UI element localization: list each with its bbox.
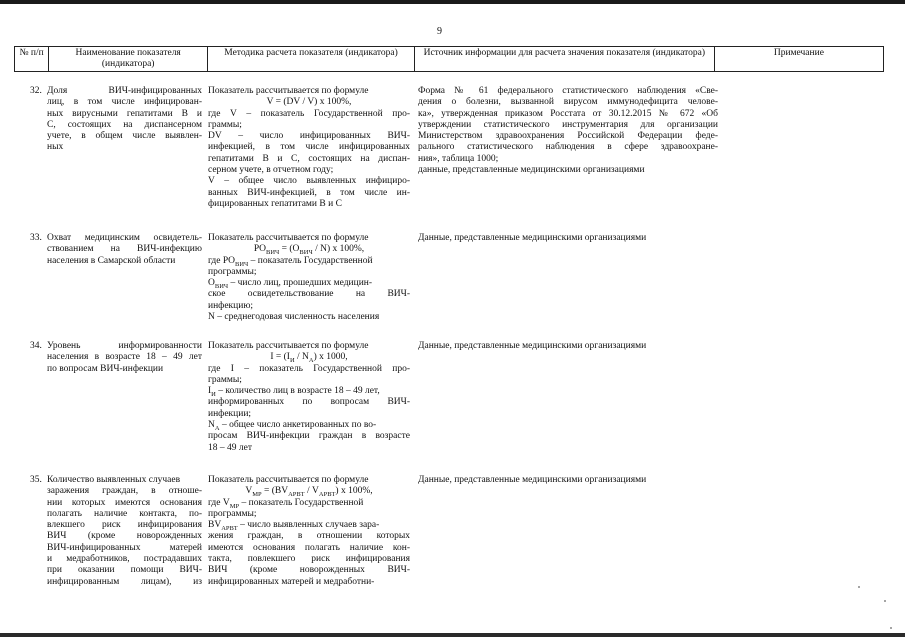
text-line: ВИЧ (кроме новорожденных ВИЧ- bbox=[208, 565, 410, 576]
text-line: ВИЧ (кроме новорожденных bbox=[47, 531, 202, 542]
text-line: жения граждан, в отношении которых bbox=[208, 531, 410, 542]
text-line: гепатитами В и С, состоящих на диспан- bbox=[208, 153, 410, 164]
scan-speck bbox=[890, 627, 892, 629]
text-line: граммы; bbox=[208, 119, 242, 130]
text-line: Данные, представленные медицинскими организациями bbox=[418, 475, 647, 485]
text-line: лиц, в том числе инфицирован- bbox=[47, 97, 202, 108]
source-text bbox=[418, 86, 718, 176]
text-line: заражения граждан, в отноше- bbox=[47, 486, 202, 497]
text-line: $I_И$ – количество лиц в возрасте 18 – 49 лет, bbox=[208, 386, 380, 399]
header-method: Методика расчета показателя (индикатора) bbox=[208, 47, 415, 72]
text-line: программы; bbox=[208, 508, 257, 519]
text-line: Показатель рассчитывается по формуле bbox=[208, 86, 369, 96]
text-line: программы; bbox=[208, 266, 257, 277]
text-line: влекшего риск инфицирования bbox=[47, 520, 202, 531]
text-line: данные, представленные медицинскими организациями bbox=[418, 165, 645, 176]
row-number: 32. bbox=[30, 86, 42, 96]
text-line: инфицированным лицам), из bbox=[47, 576, 202, 587]
text-line: ных bbox=[47, 142, 64, 153]
text-line: Министерством здравоохранения Российской Федерации феде- bbox=[418, 131, 718, 142]
text-line: информированных по вопросам ВИЧ- bbox=[208, 397, 410, 408]
text-line: $O_{ВИЧ}$ – число лиц, прошедших медицин- bbox=[208, 278, 373, 291]
scan-top-edge bbox=[0, 0, 905, 4]
header-note: Примечание bbox=[714, 47, 883, 72]
indicator-name bbox=[47, 341, 202, 375]
page-number: 9 bbox=[437, 26, 442, 37]
text-line: где $V_{МР}$ – показатель Государственной bbox=[208, 497, 364, 510]
text-line: Данные, представленные медицинскими организациями bbox=[418, 233, 647, 243]
row-number: 33. bbox=[30, 233, 42, 243]
text-line: Показатель рассчитывается по формуле bbox=[208, 475, 369, 485]
text-line: ствованием на ВИЧ-инфекцию bbox=[47, 244, 202, 255]
text-line: Охват медицинским освидетель- bbox=[47, 233, 202, 243]
row-number: 34. bbox=[30, 341, 42, 351]
text-line: инфекции; bbox=[208, 408, 252, 419]
text-line: С, состоящих на диспансерном bbox=[47, 119, 202, 130]
text-line: $N_А$ – общее число анкетированных по во- bbox=[208, 420, 377, 432]
text-line: инфекцией, в том числе инфицированных bbox=[208, 142, 410, 153]
text-line: имеются основания полагать наличие кон- bbox=[208, 542, 410, 553]
header-source: Источник информации для расчета значения показателя (индикатора) bbox=[414, 47, 714, 72]
text-line: инфицированных матерей и медработни- bbox=[208, 576, 375, 587]
method-text bbox=[208, 233, 410, 323]
header-number: № п/п bbox=[15, 47, 49, 72]
text-line: учете, в общем числе выявлен- bbox=[47, 131, 202, 142]
indicator-name bbox=[47, 233, 202, 267]
text-line: фицированных гепатитами В и С bbox=[208, 198, 342, 209]
scan-bottom-edge bbox=[0, 633, 905, 637]
text-line: полагать наличие контакта, по- bbox=[47, 508, 202, 519]
text-line: где $PO_{ВИЧ}$ – показатель Государственной bbox=[208, 255, 373, 268]
indicator-name bbox=[47, 475, 202, 588]
text-line: Уровень информированности bbox=[47, 341, 202, 351]
text-line: просам ВИЧ-инфекции граждан в возрасте bbox=[208, 431, 410, 442]
source-text bbox=[418, 475, 718, 486]
text-line: где I – показатель Государственной про- bbox=[208, 363, 410, 374]
formula: $I = (I_И / N_А)$ х 1000, bbox=[270, 352, 348, 365]
text-line: Показатель рассчитывается по формуле bbox=[208, 341, 369, 351]
text-line: DV – число инфицированных ВИЧ- bbox=[208, 131, 410, 142]
text-line: V – общее число выявленных инфициро- bbox=[208, 176, 410, 187]
text-line: Количество выявленных случаев bbox=[47, 475, 181, 485]
text-line: такта, повлекшего риск инфицирования bbox=[208, 554, 410, 565]
header-indicator-name: Наименование показателя (индикатора) bbox=[49, 47, 208, 72]
scan-speck bbox=[858, 586, 860, 588]
text-line: утверждении статистического инструментария для организации bbox=[418, 119, 718, 130]
text-line: нии которых имеются основания bbox=[47, 497, 202, 508]
text-line: дения о болезни, вызванной вирусом иммунодефицита челове- bbox=[418, 97, 718, 108]
text-line: ных вирусными гепатитами В и bbox=[47, 108, 202, 119]
text-line: при оказании помощи ВИЧ- bbox=[47, 565, 202, 576]
text-line: граммы; bbox=[208, 374, 242, 385]
text-line: Форма № 61 федерального статистического наблюдения «Све- bbox=[418, 86, 718, 96]
text-line: ВИЧ-инфицированных матерей bbox=[47, 542, 202, 553]
text-line: ка», утвержденная приказом Росстата от 30.12.2015 № 672 «Об bbox=[418, 108, 718, 119]
text-line: Показатель рассчитывается по формуле bbox=[208, 233, 369, 243]
text-line: Данные, представленные медицинскими организациями bbox=[418, 341, 647, 351]
text-line: ванных ВИЧ-инфекцией, в том числе ин- bbox=[208, 187, 410, 198]
table-header bbox=[14, 46, 884, 72]
method-text bbox=[208, 475, 410, 588]
text-line: населения в возрасте 18 – 49 лет bbox=[47, 352, 202, 363]
text-line: где V – показатель Государственной про- bbox=[208, 108, 410, 119]
text-line: серном учете, в отчетном году; bbox=[208, 165, 334, 176]
source-text bbox=[418, 341, 718, 352]
text-line: населения в Самарской области bbox=[47, 255, 176, 266]
indicator-name bbox=[47, 86, 202, 154]
text-line: Доля ВИЧ-инфицированных bbox=[47, 86, 202, 96]
text-line: $BV_{АРВТ}$ – число выявленных случаев зара- bbox=[208, 520, 380, 533]
text-line: инфекцию; bbox=[208, 300, 254, 311]
formula: $PO_{ВИЧ} = (O_{ВИЧ} / N)$ х 100%, bbox=[253, 244, 365, 257]
text-line: по вопросам ВИЧ-инфекции bbox=[47, 363, 164, 374]
text-line: ское освидетельствование на ВИЧ- bbox=[208, 289, 410, 300]
text-line: и медработников, пострадавших bbox=[47, 554, 202, 565]
formula: $V_{МР} = (BV_{АРВТ} / V_{АРВТ})$ х 100%, bbox=[245, 486, 373, 499]
method-text bbox=[208, 341, 410, 454]
scan-speck bbox=[884, 600, 886, 602]
text-line: 18 – 49 лет bbox=[208, 442, 252, 453]
row-number: 35. bbox=[30, 475, 42, 485]
text-line: N – среднегодовая численность населения bbox=[208, 312, 380, 323]
method-text bbox=[208, 86, 410, 210]
text-line: ния», таблица 1000; bbox=[418, 153, 499, 164]
source-text bbox=[418, 233, 718, 244]
text-line: рального статистического наблюдения в сфере здравоохране- bbox=[418, 142, 718, 153]
formula: V = (DV / V) х 100%, bbox=[266, 97, 352, 108]
